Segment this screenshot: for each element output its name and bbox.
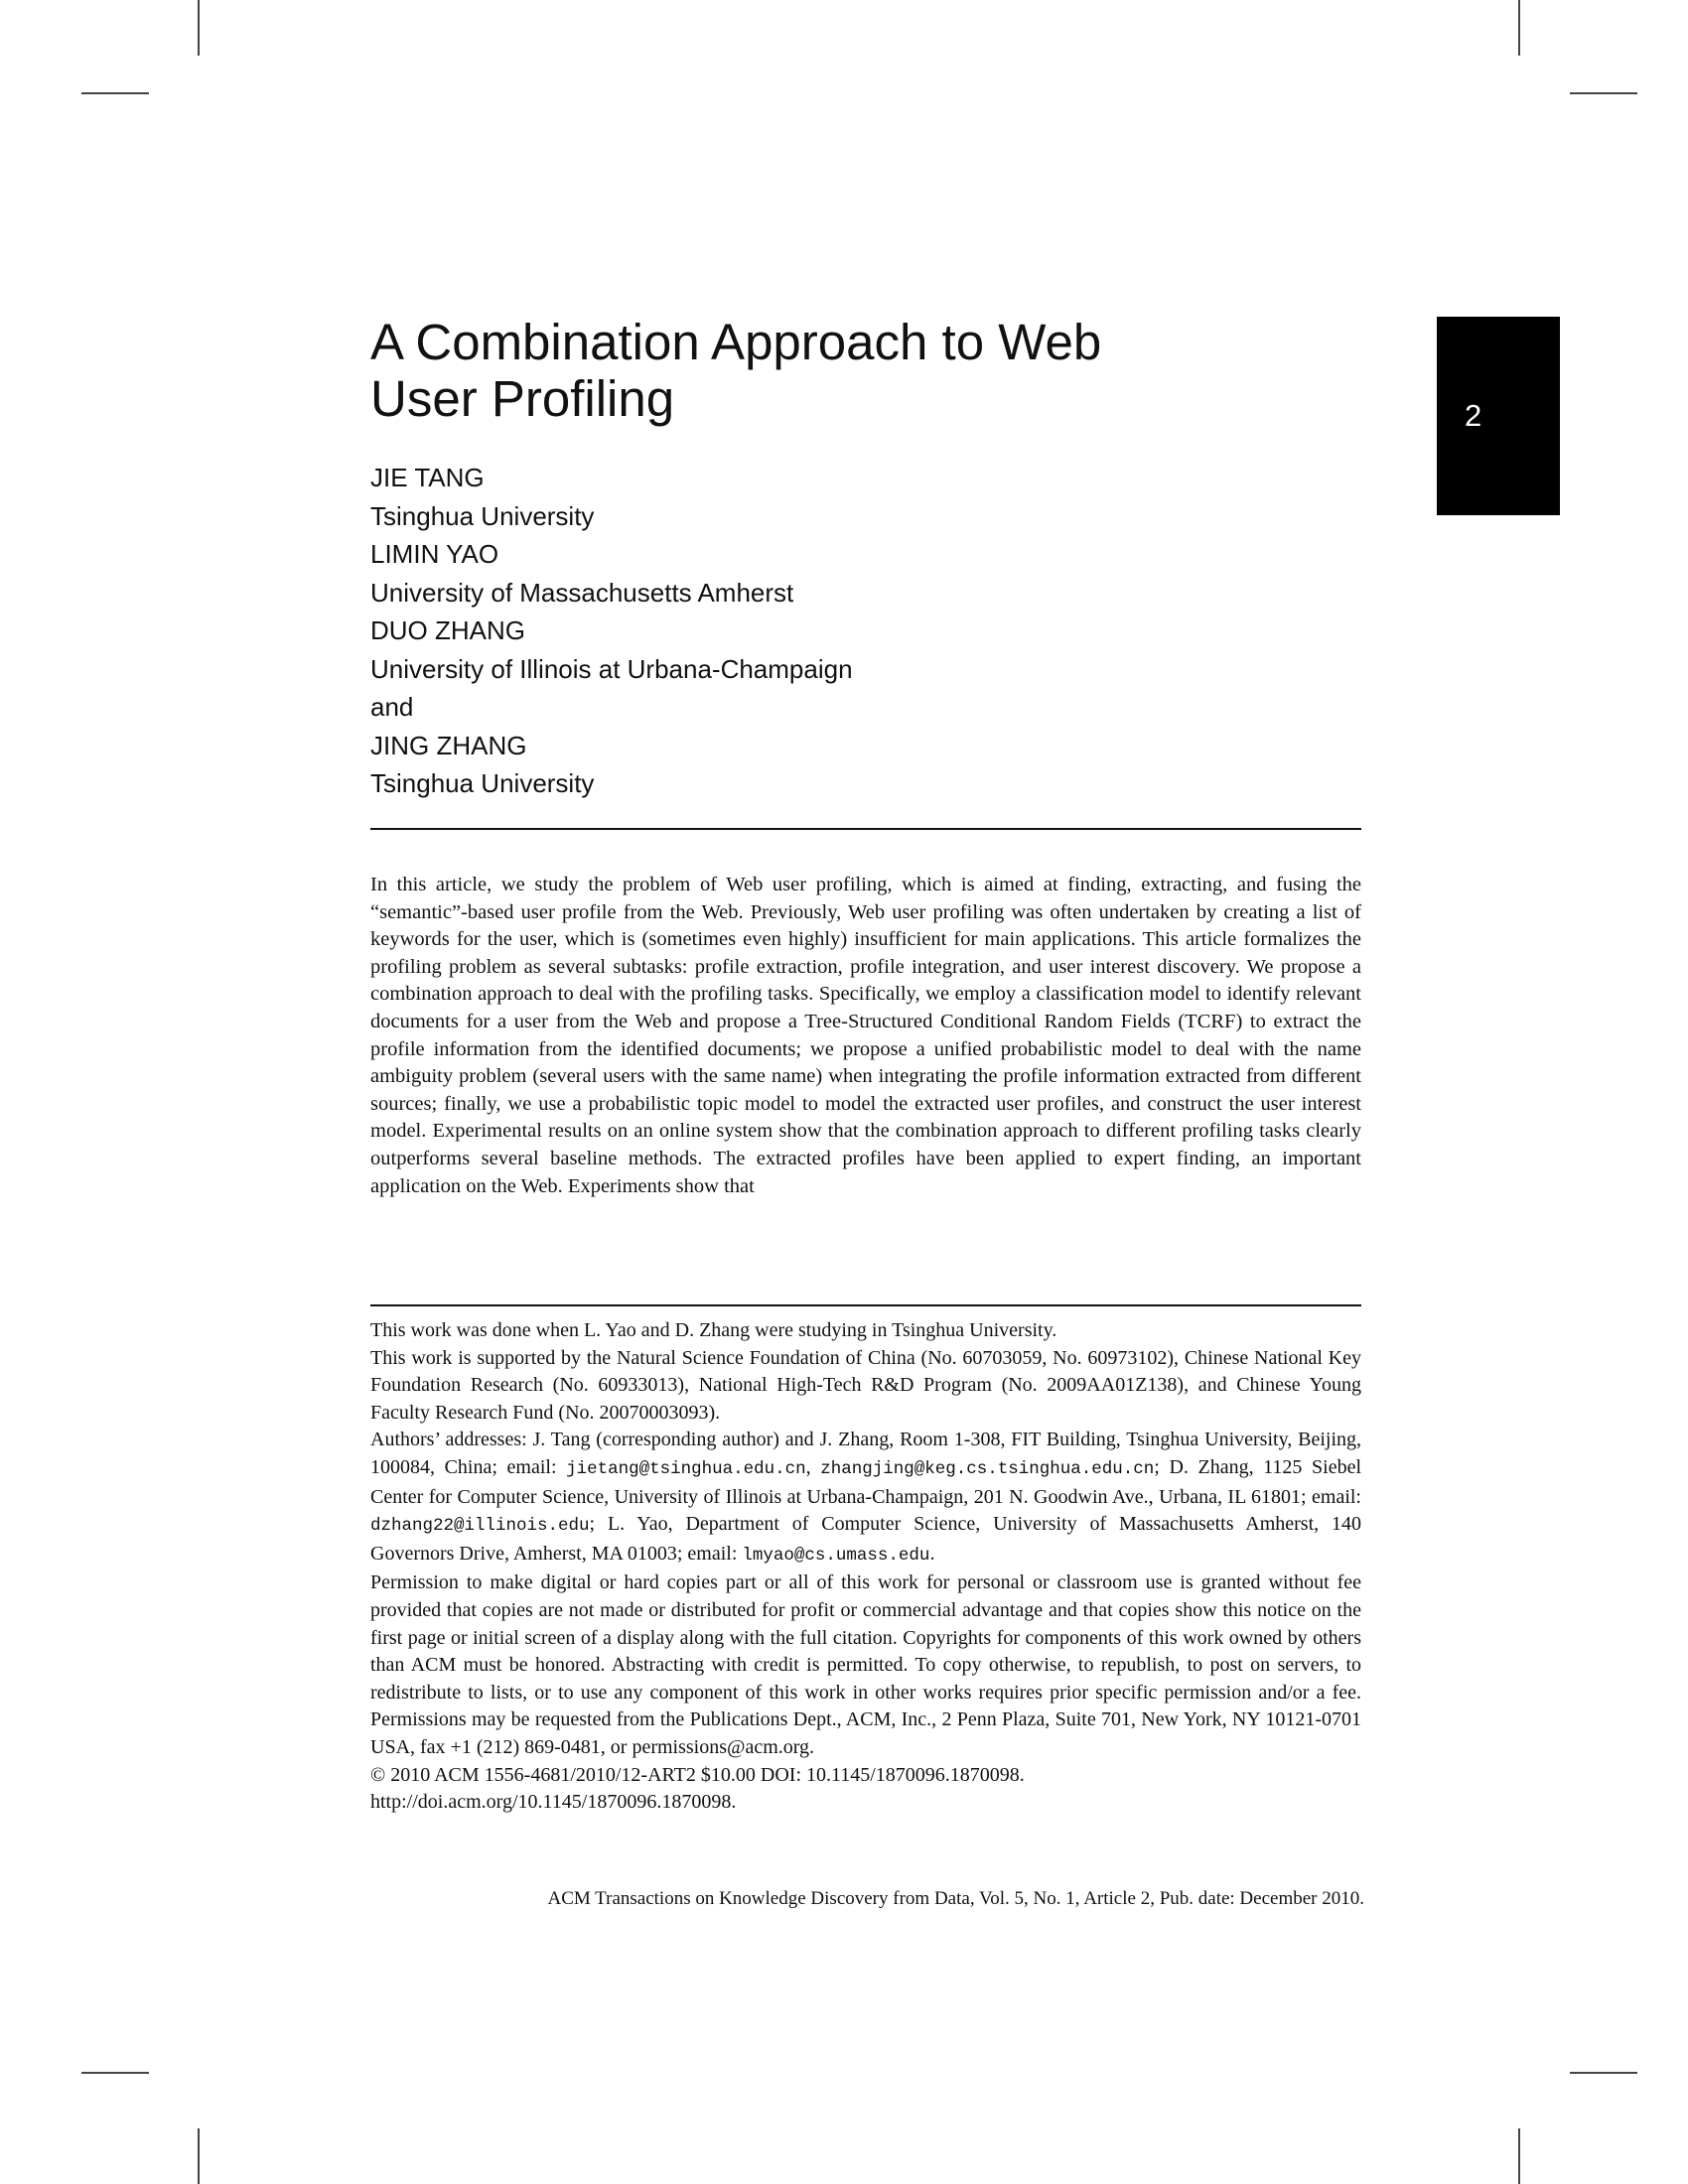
crop-mark [198,0,200,56]
author-name: LIMIN YAO [370,539,499,569]
addresses-text: Authors’ addresses: J. Tang (corresponding author) and J. Zhang, Room 1-308, FIT Building, Tsinghua University, Beijing, 100084, China; email: [370,1429,1361,1478]
addresses-text: ; L. Yao, Department of Computer Science, University of Massachusetts Amherst, 140 Governors Drive, Amherst, MA 01003; email: [370,1513,1361,1565]
crop-mark [1518,0,1520,56]
paper-title [370,314,1264,427]
article-number: 2 [1465,398,1482,433]
email-zhang[interactable]: zhangjing@keg.cs.tsinghua.edu.cn [820,1458,1155,1479]
work-note: This work was done when L. Yao and D. Zhang were studying in Tsinghua University. [370,1319,1057,1341]
footnote-rule [370,1304,1361,1306]
author-name: JING ZHANG [370,730,527,760]
author-conjunction: and [370,692,414,722]
crop-mark [81,2072,149,2074]
email-duo-zhang[interactable]: dzhang22@illinois.edu [370,1516,590,1537]
addresses-end: . [929,1542,935,1565]
author-name: DUO ZHANG [370,615,525,645]
author-affiliation: Tsinghua University [370,500,595,531]
crop-mark [1570,2072,1637,2074]
author-affiliation: Tsinghua University [370,768,595,798]
email-yao[interactable]: lmyao@cs.umass.edu [742,1545,930,1566]
author-affiliation: University of Massachusetts Amherst [370,577,794,608]
abstract-text: In this article, we study the problem of Web user profiling, which is aimed at finding, extracting, and fusing the “semantic”-based user profile from the Web. Previously, Web user profiling was often undertaken by creating a list of keywords for the user, which is (sometimes even highly) insufficient for main applications. This article formalizes the profiling problem as several subtasks: profile extraction, profile integration, and user interest discovery. We propose a combination approach to deal with the profiling tasks. Specifically, we employ a classification model to identify relevant documents for a user from the Web and propose a Tree-Structured Conditional Random Fields (TCRF) to extract the profile information from the identified documents; we propose a unified probabilistic model to deal with the name ambiguity problem (several users with the same name) when integrating the profile information extracted from different sources; finally, we use a probabilistic topic model to model the extracted user profiles, and construct the user interest model. Experimental results on an online system show that the combination approach to different profiling tasks clearly outperforms several baseline methods. The extracted profiles have been applied to expert finding, an important application on the Web. Experiments show that [370,874,1361,1197]
footnote-block [370,1317,1361,1817]
crop-mark [1518,2128,1520,2184]
author-block [370,459,1363,803]
crop-mark [198,2128,200,2184]
title-line: User Profiling [370,370,675,427]
crop-mark [81,92,149,94]
author-affiliation: University of Illinois at Urbana-Champaign [370,653,853,684]
doi-link[interactable]: http://doi.acm.org/10.1145/1870096.1870098. [370,1791,737,1814]
copyright-line: © 2010 ACM 1556-4681/2010/12-ART2 $10.00 DOI: 10.1145/1870096.1870098. [370,1763,1025,1786]
journal-footer: ACM Transactions on Knowledge Discovery from Data, Vol. 5, No. 1, Article 2, Pub. date: December 2010. [547,1888,1364,1909]
author-name: JIE TANG [370,463,485,492]
permission-note: Permission to make digital or hard copies part or all of this work for personal or classroom use is granted without fee provided that copies are not made or distributed for profit or commercial advantage and that copies show this notice on the first page or initial screen of a display along with the full citation. Copyrights for components of this work owned by others than ACM must be honored. Abstracting with credit is permitted. To copy otherwise, to republish, to post on servers, to redistribute to lists, or to use any component of this work in other works requires prior specific permission and/or a fee. Permissions may be requested from the Publications Dept., ACM, Inc., 2 Penn Plaza, Suite 701, New York, NY 10121-0701 USA, fax +1 (212) 869-0481, or permissions@acm.org. [370,1571,1361,1758]
funding-note: This work is supported by the Natural Science Foundation of China (No. 60703059, No. 60973102), Chinese National Key Foundation Research (No. 60933013), National High-Tech R&D Program (No. 2009AA01Z138), and Chinese Young Faculty Research Fund (No. 20070003093). [370,1346,1361,1424]
crop-mark [1570,92,1637,94]
article-number-tab [1437,317,1560,515]
addresses-text: ; D. Zhang, 1125 Siebel Center for Computer Science, University of Illinois at Urbana-Champaign, 201 N. Goodwin Ave., Urbana, IL 61801; email: [370,1455,1362,1508]
title-line: A Combination Approach to Web [370,314,1102,370]
authors-addresses [370,1427,1361,1570]
email-tang[interactable]: jietang@tsinghua.edu.cn [566,1458,806,1479]
addresses-separator: , [805,1455,821,1478]
header-rule [370,828,1361,830]
